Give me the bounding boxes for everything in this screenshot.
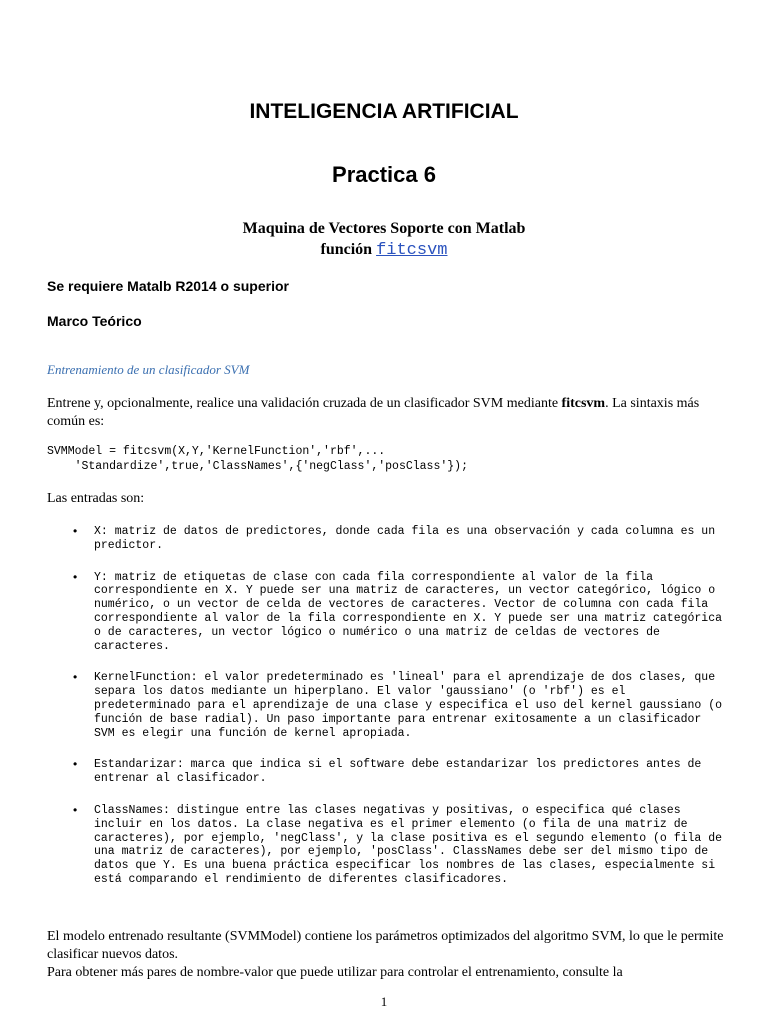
subtitle-line-2 [0, 240, 768, 261]
section-heading: Marco Teórico [47, 313, 142, 329]
closing-paragraph [47, 928, 727, 982]
fitcsvm-link[interactable]: fitcsvm [376, 241, 448, 260]
inputs-label: Las entradas son: [47, 491, 145, 506]
closing-text-2: Para obtener más pares de nombre-valor que puede utilizar para controlar el entrenamiento, consulte la [47, 965, 623, 980]
bullet-icon: • [73, 569, 78, 584]
list-item-text: KernelFunction: el valor predeterminado es 'lineal' para el aprendizaje de dos clases, que separa los datos mediante un hiperplano. El valor 'gaussiano' (o 'rbf') es el predeterminado para el aprendizaje de una clase y especifica el uso del kernel gaussiano (o función de base radial). Un paso importante para entrenar exitosamente a un clasificador SVM es elegir una función de kernel apropiada. [94, 671, 723, 740]
list-item [47, 804, 727, 887]
practice-title: Practica 6 [332, 162, 436, 187]
list-item-text: Estandarizar: marca que indica si el software debe estandarizar los predictores antes de entrenar al clasificador. [94, 758, 702, 786]
list-item [47, 525, 727, 553]
intro-function-name: fitcsvm [561, 396, 606, 411]
inputs-list [47, 525, 727, 905]
page-number: 1 [380, 994, 388, 1009]
bullet-icon: • [73, 524, 78, 538]
closing-text: El modelo entrenado resultante (SVMModel) contiene los parámetros optimizados del algoritmo SVM, lo que le permite clasificar nuevos datos. [47, 929, 724, 962]
intro-text-end: . La sintaxis más común es: [47, 396, 700, 429]
requirement-heading: Se requiere Matalb R2014 o superior [47, 278, 289, 294]
list-item-text: Y: matriz de etiquetas de clase con cada fila correspondiente al valor de la fila correspondiente en X. Y puede ser una matriz de caracteres, un vector categórico, lógico o numérico, o un vector de celda de vectores de caracteres. Vector de columna con cada fila correspondiente al valor de la fila correspondiente en X. Y puede ser una matriz categórica o de caracteres, un vector lógico o numérico o una matriz de celdas de vectores de caracteres. [94, 570, 723, 653]
bullet-icon: • [73, 802, 78, 817]
list-item [47, 671, 727, 740]
list-item [47, 571, 727, 654]
training-section-link[interactable]: Entrenamiento de un clasificador SVM [47, 362, 250, 377]
intro-text: Entrene y, opcionalmente, realice una validación cruzada de un clasificador SVM mediante [47, 396, 562, 411]
list-item-text: ClassNames: distingue entre las clases negativas y positivas, o especifica qué clases incluir en los datos. La clase negativa es el primer elemento (o fila de una matriz de caracteres), por ejemplo, 'negClass', y la clase positiva es el segundo elemento (o fila de una matriz de caracteres), por ejemplo, 'posClass'. ClassNames debe ser del mismo tipo de datos que Y. Es una buena práctica especificar los nombres de las clases, especialmente si está comparando el rendimiento de diferentes clasificadores. [94, 803, 723, 886]
bullet-icon: • [73, 757, 78, 772]
intro-paragraph [47, 395, 727, 431]
bullet-icon: • [73, 670, 78, 685]
list-item-text: X: matriz de datos de predictores, donde cada fila es una observación y cada columna es un predictor. [94, 525, 716, 552]
code-block: SVMModel = fitcsvm(X,Y,'KernelFunction','rbf',... 'Standardize',true,'ClassNames',{'negClass','posClass'}); [47, 445, 468, 473]
list-item [47, 758, 727, 786]
subtitle-prefix: función [320, 241, 373, 258]
document-title: INTELIGENCIA ARTIFICIAL [249, 100, 519, 123]
subtitle-line-1: Maquina de Vectores Soporte con Matlab [242, 220, 526, 237]
